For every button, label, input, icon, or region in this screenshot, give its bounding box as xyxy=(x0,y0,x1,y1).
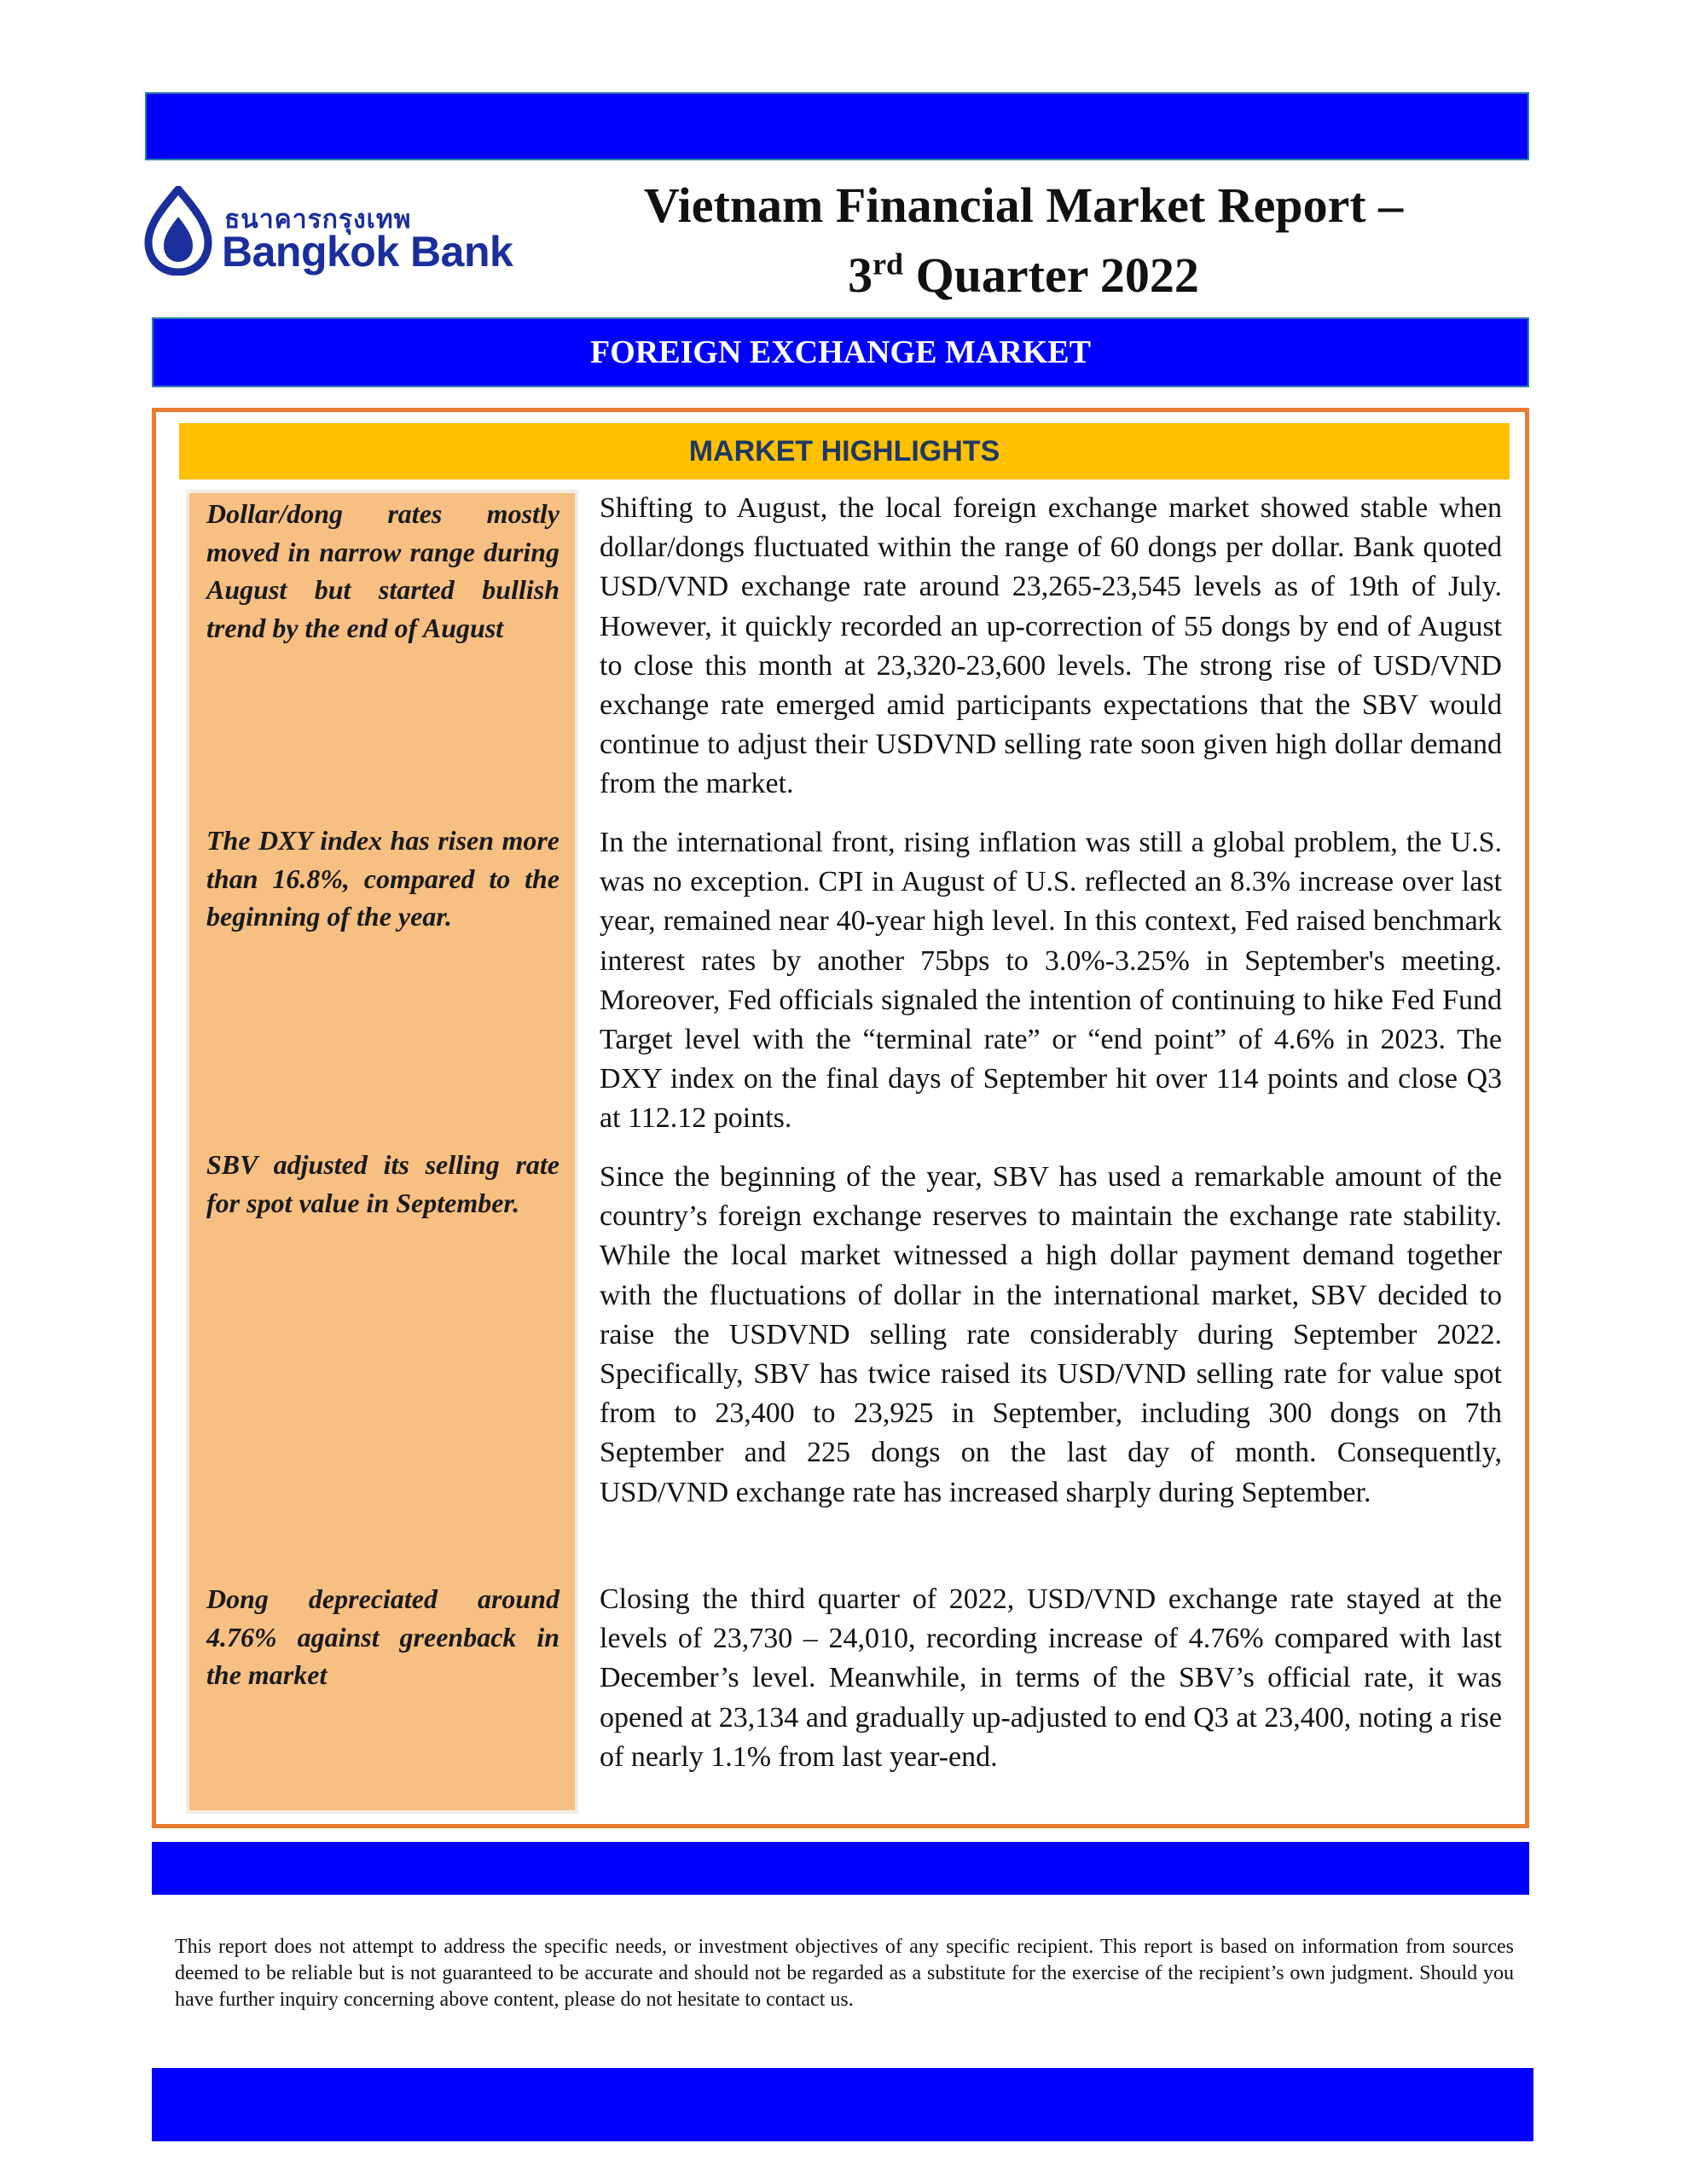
highlight-note-1: Dollar/dong rates mostly moved in narrow range during August but started bullish trend by the end of August xyxy=(206,498,559,643)
quarter-rest: Quarter 2022 xyxy=(903,247,1199,303)
title-line-2 xyxy=(529,241,1518,311)
bangkok-bank-logo xyxy=(143,186,544,276)
brand-name: Bangkok Bank xyxy=(222,228,513,276)
title-line-1: Vietnam Financial Market Report – xyxy=(643,177,1404,233)
report-title xyxy=(529,171,1518,311)
divider-banner-bar xyxy=(152,1842,1529,1895)
quarter-number: 3 xyxy=(848,247,873,303)
top-banner-bar xyxy=(145,92,1529,160)
bottom-banner-bar xyxy=(152,2068,1533,2141)
paragraph-3: Since the beginning of the year, SBV has used a remarkable amount of the country’s foreign exchange reserves to maintain the exchange rate stability. While the local market witnessed a high dollar payment demand together with the fluctuations of dollar in the international market, SBV decided to raise the USDVND selling rate considerably during September 2022. Specifically, SBV has twice raised its USD/VND selling rate for value spot from to 23,400 to 23,925 in September, including 300 dongs on 7th September and 225 dongs on the last day of month. Consequently, USD/VND exchange rate has increased sharply during September. xyxy=(600,1161,1502,1508)
paragraph-4: Closing the third quarter of 2022, USD/VND exchange rate stayed at the levels of 23,730 – 24,010, recording increase of 4.76% compared with last December’s level. Meanwhile, in terms of the SBV’s official rate, it was opened at 23,134 and gradually up-adjusted to end Q3 at 23,400, noting a rise of nearly 1.1% from last year-end. xyxy=(600,1583,1502,1773)
highlight-note-4: Dong depreciated around 4.76% against greenback in the market xyxy=(206,1583,559,1690)
highlight-note-2: The DXY index has risen more than 16.8%, compared to the beginning of the year. xyxy=(206,825,559,932)
lotus-logo-icon xyxy=(143,186,213,276)
market-highlights-header: MARKET HIGHLIGHTS xyxy=(179,423,1510,479)
paragraph-1: Shifting to August, the local foreign exchange market showed stable when dollar/dongs fluctuated within the range of 60 dongs per dollar. Bank quoted USD/VND exchange rate around 23,265-23,545 levels as of 19th of July. However, it quickly recorded an up-correction of 55 dongs by end of August to close this month at 23,320-23,600 levels. The strong rise of USD/VND exchange rate emerged amid participants expectations that the SBV would continue to adjust their USDVND selling rate soon given high dollar demand from the market. xyxy=(600,492,1502,800)
paragraph-2: In the international front, rising inflation was still a global problem, the U.S. was no exception. CPI in August of U.S. reflected an 8.3% increase over last year, remained near 40-year high level. In this context, Fed raised benchmark interest rates by another 75bps to 3.0%-3.25% in September's meeting. Moreover, Fed officials signaled the intention of continuing to hike Fed Fund Target level with the “terminal rate” or “end point” of 4.6% in 2023. The DXY index on the final days of September hit over 114 points and close Q3 at 112.12 points. xyxy=(600,827,1502,1135)
highlight-note-3: SBV adjusted its selling rate for spot value in September. xyxy=(206,1149,559,1218)
disclaimer-text: This report does not attempt to address the specific needs, or investment objectives of any specific recipient. This report is based on information from sources deemed to be reliable but is not guaranteed to be accurate and should not be regarded as a substitute for the exercise of the recipient’s own judgment. Should you have further inquiry concerning above content, please do not hesitate to contact us. xyxy=(175,1936,1514,2011)
quarter-suffix: rd xyxy=(872,247,904,282)
section-header: FOREIGN EXCHANGE MARKET xyxy=(152,317,1529,387)
brand-thai-name: ธนาคารกรุงเทพ xyxy=(224,205,412,235)
